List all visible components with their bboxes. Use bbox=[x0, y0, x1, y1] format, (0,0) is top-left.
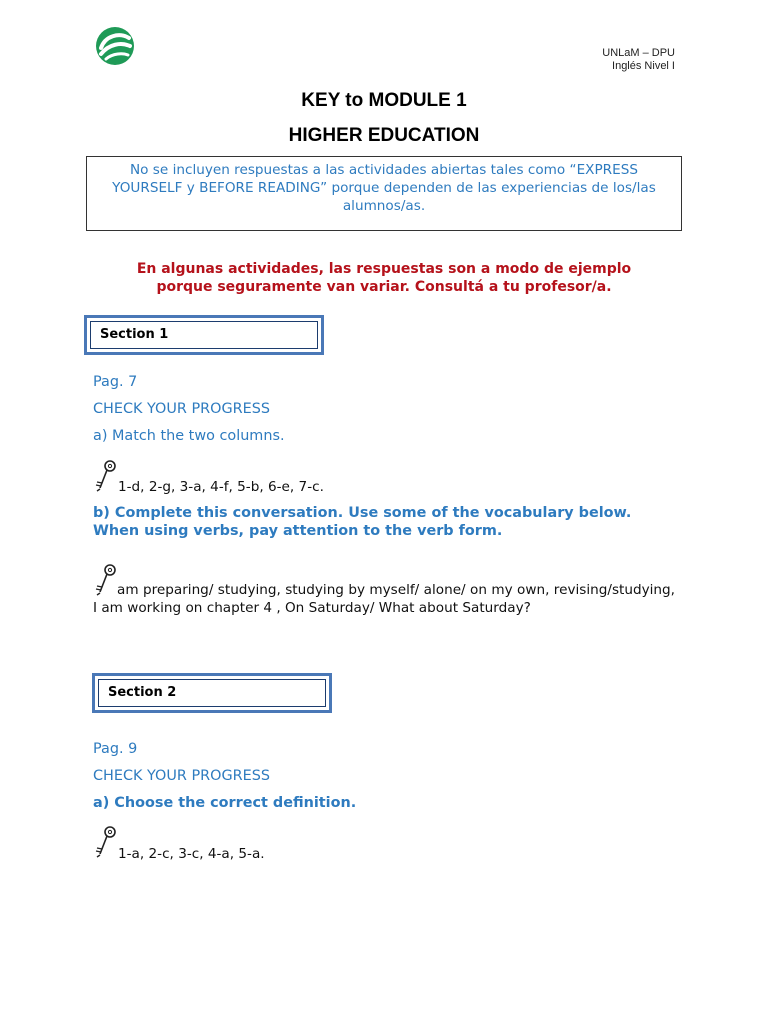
section2-box bbox=[92, 673, 332, 713]
section2-answer-a: 1-a, 2-c, 3-c, 4-a, 5-a. bbox=[118, 846, 265, 862]
section1-box bbox=[84, 315, 324, 355]
section1-answer-a: 1-d, 2-g, 3-a, 4-f, 5-b, 6-e, 7-c. bbox=[118, 479, 324, 495]
key-icon bbox=[94, 824, 120, 860]
section1-answer-b: am preparing/ studying, studying by myself/ alone/ on my own, revising/studying, I am working on chapter 4 , On Saturday/ What about Saturday? bbox=[93, 582, 675, 616]
title-topic: HIGHER EDUCATION bbox=[288, 125, 480, 146]
header-course: Inglés Nivel I bbox=[612, 60, 675, 72]
notice-text: No se incluyen respuestas a las actividades abiertas tales como “EXPRESS YOURSELF y BEFORE READING” porque dependen de las experiencias de los/las alumnos/as. bbox=[112, 162, 656, 214]
red-note bbox=[86, 260, 682, 296]
section2-page: Pag. 9 bbox=[93, 741, 138, 757]
header-institution: UNLaM – DPU bbox=[602, 47, 675, 59]
header-right bbox=[602, 47, 675, 73]
key-icon bbox=[94, 458, 120, 494]
section1-page: Pag. 7 bbox=[93, 374, 138, 390]
section1-task-a: a) Match the two columns. bbox=[93, 428, 285, 444]
title-module: KEY to MODULE 1 bbox=[301, 90, 467, 111]
section2-heading: CHECK YOUR PROGRESS bbox=[93, 768, 270, 784]
section1-task-b-line1: b) Complete this conversation. Use some of the vocabulary below. bbox=[93, 505, 632, 521]
section1-label: Section 1 bbox=[90, 321, 318, 349]
section2-task-a: a) Choose the correct definition. bbox=[93, 795, 357, 811]
section2-label: Section 2 bbox=[98, 679, 326, 707]
section1-heading: CHECK YOUR PROGRESS bbox=[93, 401, 270, 417]
university-logo bbox=[93, 26, 137, 66]
red-note-line2: porque seguramente van variar. Consultá a tu profesor/a. bbox=[156, 279, 612, 295]
notice-box bbox=[86, 156, 682, 231]
section1-task-b-line2: When using verbs, pay attention to the verb form. bbox=[93, 523, 503, 539]
red-note-line1: En algunas actividades, las respuestas son a modo de ejemplo bbox=[136, 261, 632, 277]
